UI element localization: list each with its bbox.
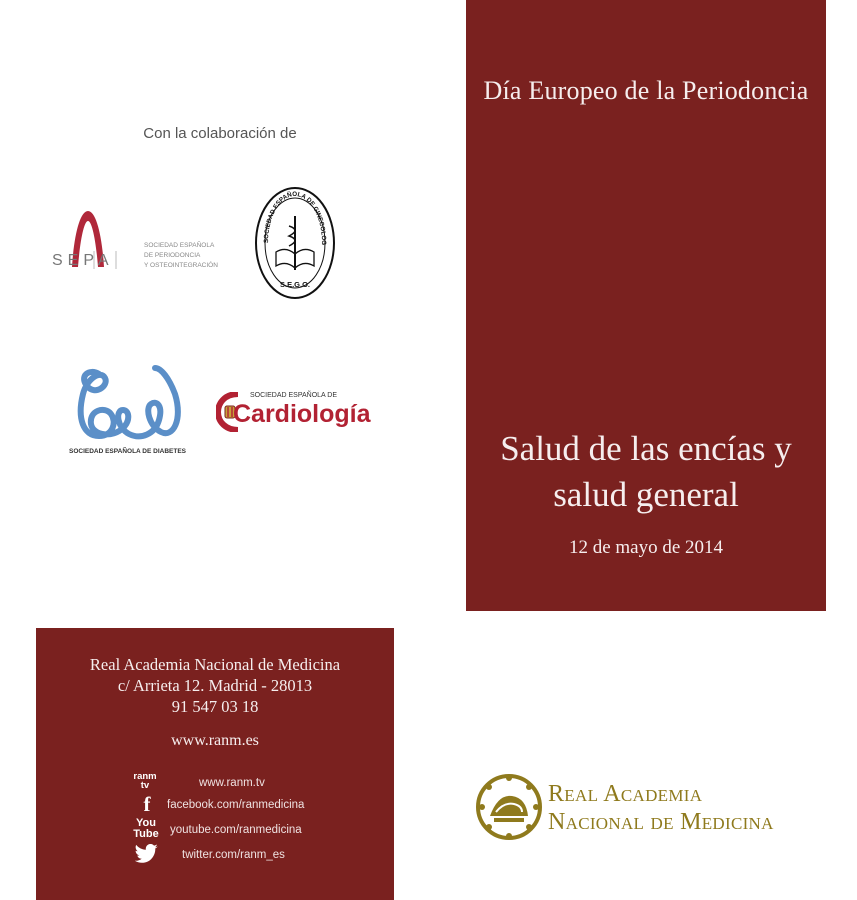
sed-logo (65, 364, 195, 460)
sepa-letters: SEPA (52, 252, 114, 269)
ranm-wordmark-line1: Real Academia (548, 781, 703, 807)
ranm-wordmark (548, 780, 774, 836)
contact-address-block (36, 654, 394, 717)
sed-name: SOCIEDAD ESPAÑOLA DE DIABETES (68, 448, 186, 455)
main-title-line2: salud general (553, 475, 739, 514)
cardiology-society-label: SOCIEDAD ESPAÑOLA DE (250, 392, 338, 399)
ranm-tv-icon: ranm tv (133, 771, 157, 791)
ranm-tv-link[interactable]: www.ranm.tv (199, 777, 265, 789)
website-link[interactable]: www.ranm.es (171, 732, 259, 749)
youtube-icon: You Tube (133, 817, 159, 840)
sego-seal-icon (254, 186, 336, 301)
event-date: 12 de mayo de 2014 (568, 537, 724, 558)
youtube-link[interactable]: youtube.com/ranmedicina (170, 824, 302, 836)
cardiology-word: Cardiología (233, 400, 371, 428)
sego-seal (254, 186, 336, 301)
main-title (466, 426, 826, 518)
ranm-seal-icon (476, 772, 542, 842)
contact-panel (36, 628, 394, 900)
main-title-line1: Salud de las encías y (500, 429, 792, 468)
ranm-wordmark-line2: Nacional de Medicina (548, 809, 774, 835)
twitter-icon (135, 844, 159, 864)
street-address: c/ Arrieta 12. Madrid - 28013 (117, 676, 313, 695)
sepa-logo (48, 205, 223, 277)
ranm-logo (476, 772, 821, 842)
event-day-heading: Día Europeo de la Periodoncia (483, 76, 809, 105)
phone-number: 91 547 03 18 (171, 697, 259, 716)
twitter-link[interactable]: twitter.com/ranm_es (182, 849, 285, 861)
title-panel (466, 0, 826, 611)
facebook-link[interactable]: facebook.com/ranmedicina (167, 799, 305, 811)
facebook-icon: f (143, 792, 151, 816)
sed-swirl-icon (65, 364, 195, 448)
sego-initials: S.E.G.O. (279, 280, 311, 289)
sego-ring-text: SOCIEDAD ESPAÑOLA DE GINECOLOG (262, 190, 328, 246)
cardiology-logo (216, 388, 386, 434)
sepa-subtitle: SOCIEDAD ESPAÑOLA DE PERIODONCIA Y OSTEOINTEGRACIÓN (144, 242, 218, 269)
collaboration-label: Con la colaboración de (143, 125, 297, 142)
institution-name: Real Academia Nacional de Medicina (89, 655, 341, 674)
